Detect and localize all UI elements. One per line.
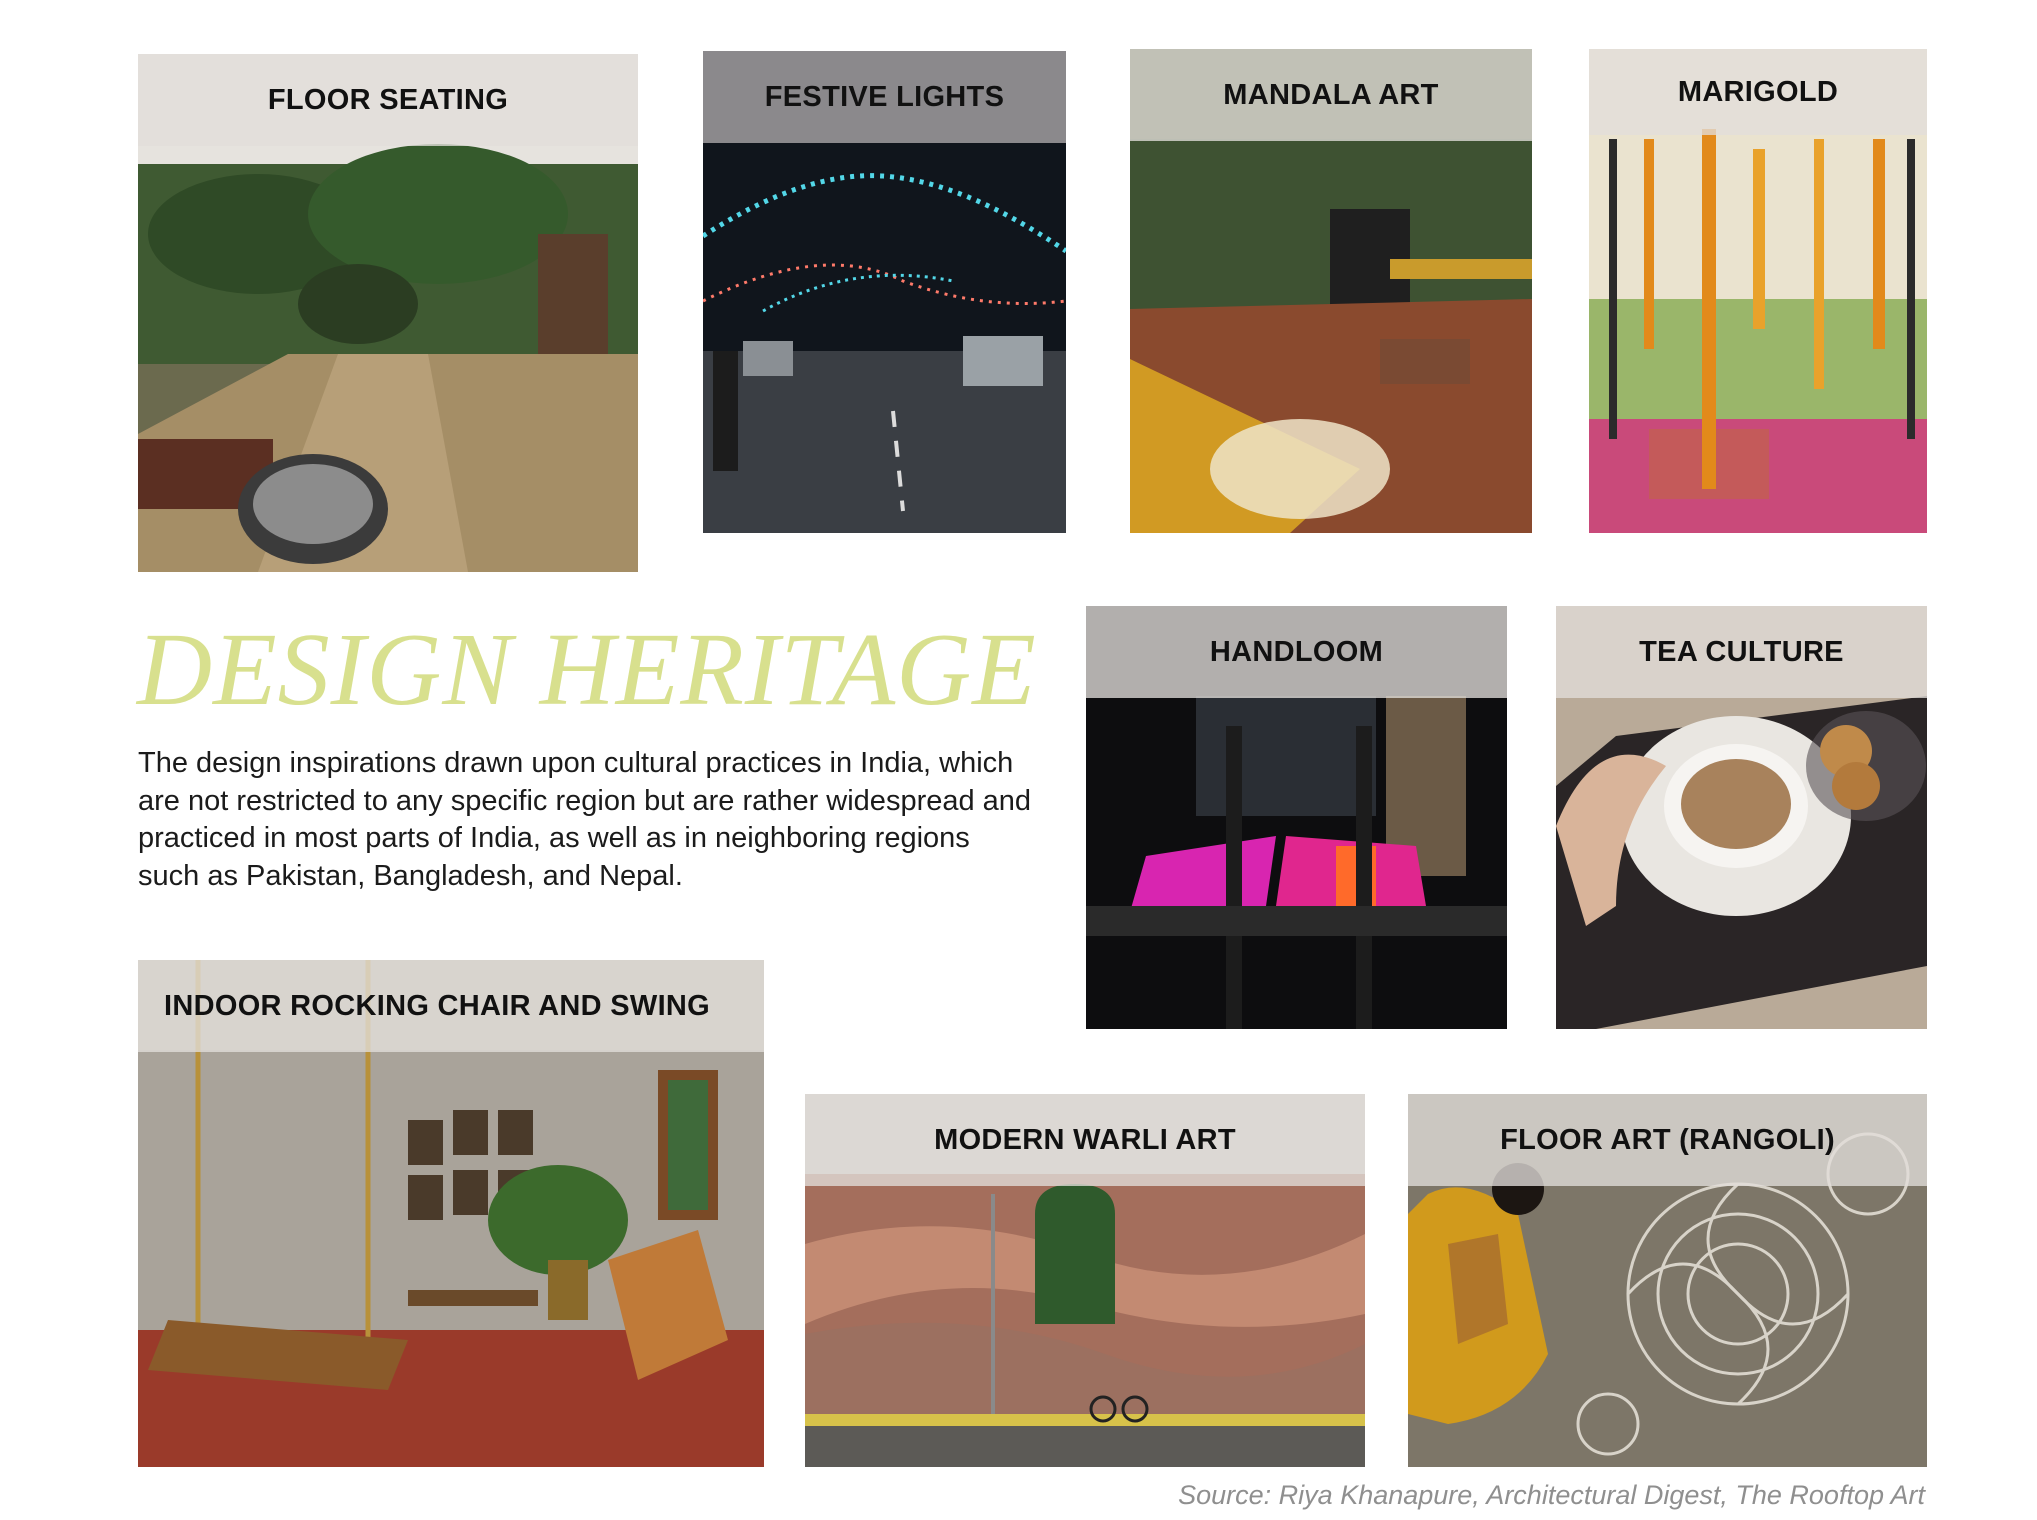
tile-mandala-art [1130,49,1532,533]
tile-handloom [1086,606,1507,1029]
tile-floor-seating [138,54,638,572]
tile-tea-culture [1556,606,1927,1029]
tile-marigold [1589,49,1927,533]
rocking-chair-label: INDOOR ROCKING CHAIR AND SWING [138,960,764,1052]
marigold-label: MARIGOLD [1589,49,1927,135]
tile-rangoli [1408,1094,1927,1467]
rangoli-label: FLOOR ART (RANGOLI) [1408,1094,1927,1186]
page-title: DESIGN HERITAGE [137,612,1037,727]
handloom-label: HANDLOOM [1086,606,1507,698]
tile-rocking-chair [138,960,764,1467]
source-caption: Source: Riya Khanapure, Architectural Digest, The Rooftop Art [1178,1480,1925,1510]
festive-lights-label: FESTIVE LIGHTS [703,51,1066,143]
tile-warli-art [805,1094,1365,1467]
tea-culture-label: TEA CULTURE [1556,606,1927,698]
mandala-art-label: MANDALA ART [1130,49,1532,141]
tile-festive-lights [703,51,1066,533]
floor-seating-label: FLOOR SEATING [138,54,638,146]
description-paragraph: The design inspirations drawn upon cultural practices in India, which are not restricted to any specific region but are rather widespread and practiced in most parts of India, as well as in neighboring regions such as Pakistan, Bangladesh, and Nepal. [138,747,1032,892]
warli-art-label: MODERN WARLI ART [805,1094,1365,1186]
